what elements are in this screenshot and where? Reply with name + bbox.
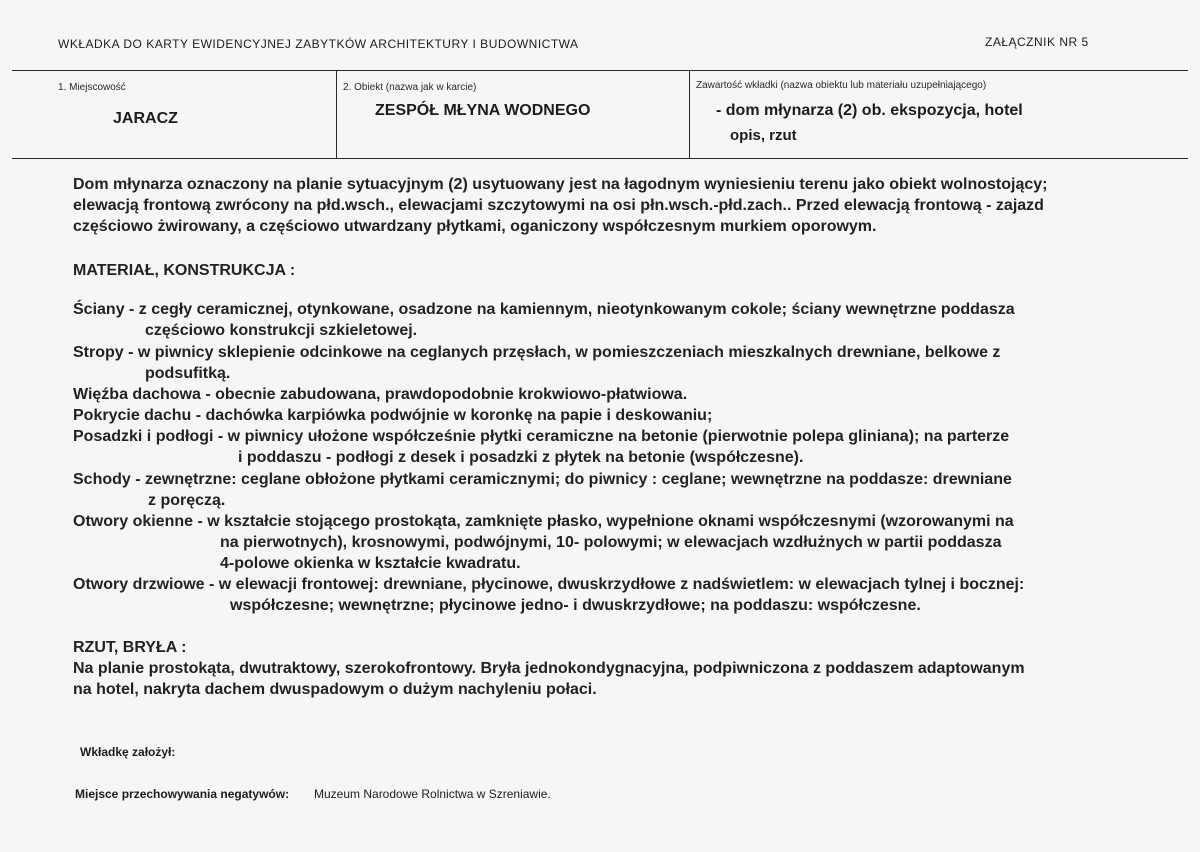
material-line: Schody - zewnętrzne: ceglane obłożone płytkami ceramicznymi; do piwnicy : ceglane; wewnętrzne na poddasze: drewniane xyxy=(73,471,1012,488)
document-title: WKŁADKA DO KARTY EWIDENCYJNEJ ZABYTKÓW ARCHITEKTURY I BUDOWNICTWA xyxy=(58,37,579,51)
object-label: 2. Obiekt (nazwa jak w karcie) xyxy=(343,82,477,93)
negatives-value: Muzeum Narodowe Rolnictwa w Szreniawie. xyxy=(314,787,551,801)
rzut-line: Na planie prostokąta, dwutraktowy, szerokofrontowy. Bryła jednokondygnacyjna, podpiwniczona z poddaszem adaptowanym xyxy=(73,660,1025,677)
contents-line-2: opis, rzut xyxy=(730,127,797,144)
locality-label: 1. Miejscowość xyxy=(58,82,126,93)
material-line: Posadzki i podłogi - w piwnicy ułożone współcześnie płytki ceramiczne na betonie (pierwotnie polepa gliniana); na parterze xyxy=(73,428,1010,445)
object-value: ZESPÓŁ MŁYNA WODNEGO xyxy=(375,102,591,119)
material-line: częściowo konstrukcji szkieletowej. xyxy=(145,322,418,339)
material-line: współczesne; wewnętrzne; płycinowe jedno- i dwuskrzydłowe; na poddaszu: współczesne. xyxy=(230,597,921,614)
material-line: Otwory okienne - w kształcie stojącego prostokąta, zamknięte płasko, wypełnione oknami współczesnymi (wzorowanymi na xyxy=(73,513,1014,530)
material-line: Pokrycie dachu - dachówka karpiówka podwójnie w koronkę na papie i deskowaniu; xyxy=(73,407,713,424)
material-line: podsufitką. xyxy=(145,365,231,382)
intro-line-1: Dom młynarza oznaczony na planie sytuacyjnym (2) usytuowany jest na łagodnym wyniesieniu terenu jako obiekt wolnostojący; xyxy=(73,176,1048,193)
intro-line-2: elewacją frontową zwrócony na płd.wsch., elewacjami szczytowymi na osi płn.wsch.-płd.zach.. Przed elewacją frontową - zajazd xyxy=(73,197,1044,214)
contents-label: Zawartość wkładki (nazwa obiektu lub materiału uzupełniającego) xyxy=(696,80,987,91)
material-line: Ściany - z cegły ceramicznej, otynkowane, osadzone na kamiennym, nieotynkowanym cokole; ściany wewnętrzne poddasza xyxy=(73,301,1015,318)
material-line: Więźba dachowa - obecnie zabudowana, prawdopodobnie krokwiowo-płatwiowa. xyxy=(73,386,688,403)
locality-value: JARACZ xyxy=(113,110,178,127)
author-label: Wkładkę założył: xyxy=(80,745,176,759)
material-line: Stropy - w piwnicy sklepienie odcinkowe na ceglanych przęsłach, w pomieszczeniach mieszkalnych drewniane, belkowe z xyxy=(73,344,1001,361)
column-divider-2 xyxy=(689,70,690,158)
contents-line-1: - dom młynarza (2) ob. ekspozycja, hotel xyxy=(716,102,1023,119)
material-line: z poręczą. xyxy=(148,492,226,509)
rzut-heading: RZUT, BRYŁA : xyxy=(73,639,187,656)
intro-line-3: częściowo żwirowany, a częściowo utwardzany płytkami, oganiczony współczesnym murkiem oporowym. xyxy=(73,218,877,235)
negatives-label: Miejsce przechowywania negatywów: xyxy=(75,787,290,801)
material-line: Otwory drzwiowe - w elewacji frontowej: drewniane, płycinowe, dwuskrzydłowe z nadświetlem: w elewacjach tylnej i bocznej: xyxy=(73,576,1025,593)
material-line: na pierwotnych), krosnowymi, podwójnymi, 10- polowymi; w elewacjach wzdłużnych w partii poddasza xyxy=(220,534,1002,551)
material-line: i poddaszu - podłogi z desek i posadzki z płytek na betonie (współczesne). xyxy=(238,449,804,466)
column-divider-1 xyxy=(336,70,337,158)
rzut-line: na hotel, nakryta dachem dwuspadowym o dużym nachyleniu połaci. xyxy=(73,681,597,698)
form-bottom-border xyxy=(12,158,1188,159)
material-line: 4-polowe okienka w kształcie kwadratu. xyxy=(220,555,521,572)
form-top-border xyxy=(12,70,1188,71)
attachment-number: ZAŁĄCZNIK NR 5 xyxy=(985,35,1089,49)
material-heading: MATERIAŁ, KONSTRUKCJA : xyxy=(73,262,296,279)
